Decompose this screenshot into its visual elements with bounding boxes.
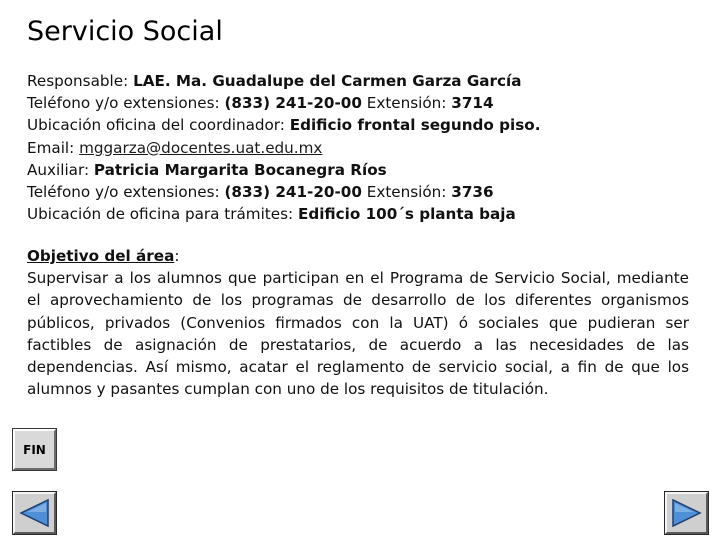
ubicacion-tramites-line — [27, 203, 707, 225]
page-title: Servicio Social — [27, 16, 223, 47]
extension-label-1: Extensión: — [361, 94, 452, 113]
auxiliar-label: Auxiliar: — [27, 160, 94, 179]
telefono-value-2: (833) 241-20-00 — [224, 183, 362, 202]
ubicacion-tramites-label: Ubicación de oficina para trámites: — [27, 205, 298, 224]
telefono-line-2 — [27, 181, 707, 203]
fin-button[interactable]: FIN — [13, 429, 56, 470]
ubicacion-tramites-value: Edificio 100´s planta baja — [297, 205, 516, 224]
responsable-label: Responsable: — [27, 72, 134, 90]
telefono-label-1: Teléfono y/o extensiones: — [27, 94, 225, 113]
ubicacion-coordinador-line — [27, 114, 707, 136]
auxiliar-value: Patricia Margarita Bocanegra Ríos — [93, 160, 387, 179]
extension-label-2: Extensión: — [361, 183, 452, 202]
responsable-value: LAE. Ma. Guadalupe del Carmen Garza García — [133, 72, 522, 90]
contact-info — [27, 70, 707, 225]
right-triangle-icon — [667, 494, 706, 532]
previous-button[interactable] — [13, 492, 56, 534]
objective-heading-line — [27, 245, 689, 267]
email-link[interactable]: mggarza@docentes.uat.edu.mx — [79, 138, 323, 157]
objective-section — [27, 245, 689, 400]
objective-heading: Objetivo del área — [27, 247, 175, 265]
next-button[interactable] — [665, 492, 708, 534]
email-line — [27, 137, 707, 159]
extension-value-1: 3714 — [451, 94, 494, 113]
ubicacion-coordinador-label: Ubicación oficina del coordinador: — [27, 116, 290, 135]
extension-value-2: 3736 — [451, 183, 494, 202]
telefono-label-2: Teléfono y/o extensiones: — [27, 183, 225, 202]
responsable-line — [27, 70, 707, 92]
email-label: Email: — [27, 138, 80, 157]
telefono-line-1 — [27, 92, 707, 114]
objective-text: Supervisar a los alumnos que participan en el Programa de Servicio Social, mediante el aprovechamiento de los programas de desarrollo de los diferentes organismos públicos, privados (Convenios firmados con la UAT) ó sociales que pudieran ser factibles de asignación de prestatarios, de acuerdo a las necesidades de las dependencias. Así mismo, acatar el reglamento de servicio social, a fin de que los alumnos y pasantes cumplan con uno de los requisitos de titulación. — [27, 269, 689, 399]
ubicacion-coordinador-value: Edificio frontal segundo piso. — [289, 116, 541, 135]
telefono-value-1: (833) 241-20-00 — [224, 94, 362, 113]
left-triangle-icon — [15, 494, 54, 532]
auxiliar-line — [27, 159, 707, 181]
objective-colon: : — [174, 247, 180, 265]
